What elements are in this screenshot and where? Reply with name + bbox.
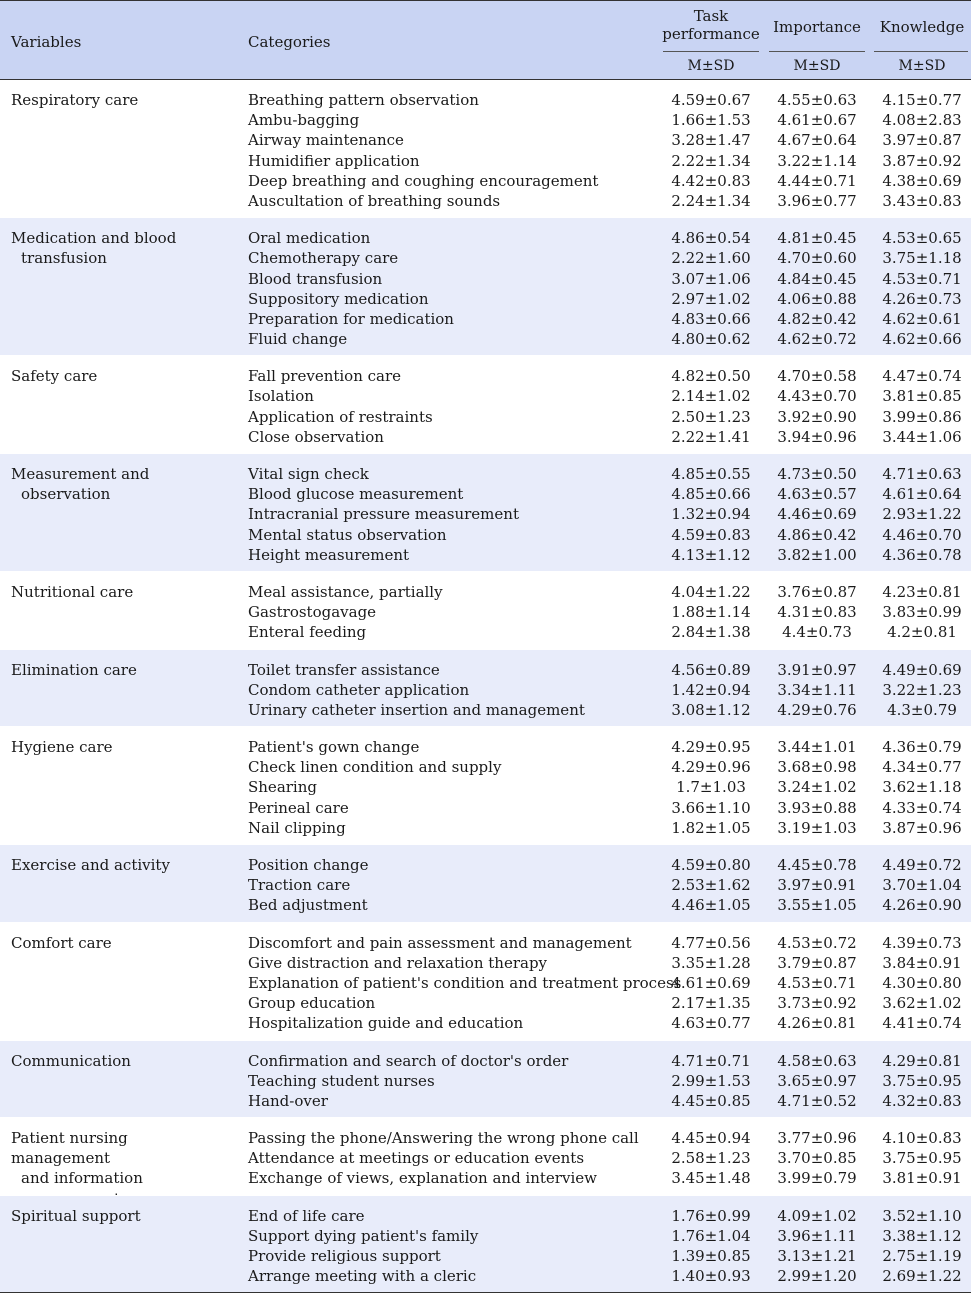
knowledge-cell: 4.23±0.81 [882,582,962,601]
knowledge-cell: 3.62±1.18 [882,778,962,797]
importance-cell: 4.26±0.81 [777,1014,857,1033]
table-row [0,151,971,171]
task-performance-cell: 4.45±0.85 [671,1091,751,1110]
task-performance-cell: 4.85±0.55 [671,465,751,483]
task-performance-cell: 4.04±1.22 [671,582,751,601]
category-cell: Meal assistance, partially [248,582,443,601]
header-msd: M±SD [687,58,735,74]
task-performance-cell: 1.39±0.85 [671,1247,751,1265]
table-row [0,464,971,484]
variable-name-line: Comfort care [11,933,112,952]
task-performance-cell: 4.59±0.80 [671,856,751,874]
importance-cell: 4.53±0.71 [777,973,857,992]
variable-name-line: observation [21,485,111,504]
variable-name-line: Medication and blood [11,229,177,248]
variable-group [0,453,971,571]
table-row [0,1128,971,1148]
category-cell: Nail clipping [248,818,346,837]
importance-cell: 3.77±0.96 [777,1129,857,1148]
category-cell: Deep breathing and coughing encouragement [248,171,599,190]
importance-cell: 4.29±0.76 [777,700,857,719]
task-performance-cell: 4.77±0.56 [671,933,751,952]
knowledge-cell: 4.36±0.79 [882,738,962,757]
category-cell: Blood glucose measurement [248,485,464,504]
importance-cell: 3.96±1.11 [777,1226,857,1245]
table-row [0,386,971,406]
table-row [0,933,971,953]
task-performance-cell: 2.58±1.23 [671,1149,751,1168]
importance-cell: 3.24±1.02 [777,778,857,797]
task-performance-cell: 4.61±0.69 [671,973,751,992]
header-underline [663,51,759,52]
table-row [0,1013,971,1033]
category-cell: Confirmation and search of doctor's order [248,1051,569,1070]
category-cell: Hospitalization guide and education [248,1014,524,1033]
task-performance-cell: 3.45±1.48 [671,1169,751,1188]
importance-cell: 4.43±0.70 [777,387,857,406]
importance-cell: 3.73±0.92 [777,994,857,1013]
knowledge-cell: 4.49±0.72 [882,856,962,874]
task-performance-cell: 1.76±1.04 [671,1226,751,1245]
knowledge-cell: 3.97±0.87 [882,131,962,150]
importance-cell: 4.62±0.72 [777,330,857,349]
knowledge-cell: 4.29±0.81 [882,1051,962,1070]
category-cell: Attendance at meetings or education events [248,1149,585,1168]
variable-group [0,355,971,453]
category-cell: Condom catheter application [248,680,470,699]
knowledge-cell: 4.71±0.63 [882,465,962,483]
importance-cell: 3.13±1.21 [777,1247,857,1265]
knowledge-cell: 4.41±0.74 [882,1014,962,1033]
table-row [0,484,971,504]
task-performance-cell: 3.66±1.10 [671,798,751,817]
knowledge-cell: 4.33±0.74 [882,798,962,817]
importance-cell: 3.68±0.98 [777,758,857,777]
task-performance-cell: 4.86±0.54 [671,229,751,248]
task-performance-cell: 4.63±0.77 [671,1014,751,1033]
category-cell: Exchange of views, explanation and interview [248,1169,597,1188]
knowledge-cell: 4.47±0.74 [882,367,962,386]
task-performance-cell: 3.07±1.06 [671,269,751,288]
importance-cell: 3.22±1.14 [777,151,857,170]
category-cell: End of life care [248,1206,365,1225]
knowledge-cell: 3.87±0.96 [882,818,962,837]
knowledge-cell: 3.43±0.83 [882,191,962,210]
importance-cell: 4.84±0.45 [777,269,857,288]
table-row [0,1148,971,1168]
task-performance-cell: 3.28±1.47 [671,131,751,150]
task-performance-cell: 2.53±1.62 [671,876,751,895]
task-performance-cell: 2.99±1.53 [671,1071,751,1090]
importance-cell: 4.55±0.63 [777,91,857,109]
importance-cell: 3.79±0.87 [777,953,857,972]
table-row [0,289,971,309]
table-row [0,1266,971,1286]
header-categories: Categories [248,33,331,51]
table-row [0,680,971,700]
category-cell: Intracranial pressure measurement [248,505,519,524]
table-row [0,90,971,110]
table-row [0,407,971,427]
variable-name-line: Respiratory care [11,91,139,109]
knowledge-cell: 2.69±1.22 [882,1267,962,1286]
knowledge-cell: 3.83±0.99 [882,603,962,622]
knowledge-cell: 3.75±0.95 [882,1149,962,1168]
variable-name-line: Hygiene care [11,738,113,757]
category-cell: Arrange meeting with a cleric [248,1267,477,1286]
importance-cell: 3.91±0.97 [777,660,857,679]
task-performance-cell: 1.82±1.05 [671,818,751,837]
knowledge-cell: 4.53±0.65 [882,229,962,248]
variable-group [0,726,971,844]
knowledge-cell: 4.36±0.78 [882,545,962,564]
category-cell: Teaching student nurses [248,1071,435,1090]
category-cell: Hand-over [248,1091,328,1110]
knowledge-cell: 3.75±1.18 [882,249,962,268]
importance-cell: 4.44±0.71 [777,171,857,190]
table-row [0,777,971,797]
task-performance-cell: 2.50±1.23 [671,407,751,426]
importance-cell: 3.19±1.03 [777,818,857,837]
category-cell: Vital sign check [248,465,369,483]
task-performance-cell: 4.59±0.83 [671,525,751,544]
table-row [0,953,971,973]
variable-name-line: and information [21,1169,143,1188]
knowledge-cell: 4.62±0.61 [882,309,962,328]
importance-cell: 4.58±0.63 [777,1051,857,1070]
table-row [0,329,971,349]
table-row [0,700,971,720]
category-cell: Chemotherapy care [248,249,399,268]
table-row [0,191,971,211]
category-cell: Close observation [248,427,384,446]
task-performance-cell: 1.76±0.99 [671,1206,751,1225]
task-performance-cell: 1.42±0.94 [671,680,751,699]
table-row [0,1226,971,1246]
category-cell: Auscultation of breathing sounds [248,191,501,210]
knowledge-cell: 3.52±1.10 [882,1206,962,1225]
importance-cell: 4.71±0.52 [777,1091,857,1110]
header-variables: Variables [11,33,82,51]
knowledge-cell: 3.22±1.23 [882,680,962,699]
importance-cell: 4.31±0.83 [777,603,857,622]
table-row [0,757,971,777]
task-performance-cell: 2.22±1.34 [671,151,751,170]
table-row [0,602,971,622]
importance-cell: 3.96±0.77 [777,191,857,210]
knowledge-cell: 3.38±1.12 [882,1226,962,1245]
category-cell: Oral medication [248,229,371,248]
knowledge-cell: 3.87±0.92 [882,151,962,170]
task-performance-cell: 4.29±0.96 [671,758,751,777]
table-row [0,504,971,524]
knowledge-cell: 4.32±0.83 [882,1091,962,1110]
importance-cell: 2.99±1.20 [777,1267,857,1286]
variable-name-line: Spiritual support [11,1206,141,1225]
knowledge-cell: 4.53±0.71 [882,269,962,288]
header-underline [874,51,968,52]
category-cell: Application of restraints [248,407,433,426]
category-cell: Check linen condition and supply [248,758,502,777]
category-cell: Patient's gown change [248,738,420,757]
task-performance-cell: 4.80±0.62 [671,330,751,349]
knowledge-cell: 4.10±0.83 [882,1129,962,1148]
task-performance-cell: 2.14±1.02 [671,387,751,406]
table-header [0,0,971,80]
knowledge-cell: 3.81±0.91 [882,1169,962,1188]
header-task-performance: Task performance [662,7,760,43]
table-row [0,660,971,680]
knowledge-cell: 4.39±0.73 [882,933,962,952]
category-cell: Toilet transfer assistance [248,660,440,679]
knowledge-cell: 4.61±0.64 [882,485,962,504]
table-row [0,545,971,565]
table-row [0,855,971,875]
table-row [0,130,971,150]
variable-group [0,922,971,1040]
variable-group [0,80,971,217]
task-performance-cell: 4.13±1.12 [671,545,751,564]
variable-group [0,1040,971,1118]
variable-group [0,217,971,355]
variable-group [0,1117,971,1195]
category-cell: Humidifier application [248,151,420,170]
knowledge-cell: 4.30±0.80 [882,973,962,992]
task-performance-cell: 4.45±0.94 [671,1129,751,1148]
importance-cell: 3.97±0.91 [777,876,857,895]
knowledge-cell: 4.62±0.66 [882,330,962,349]
importance-cell: 4.61±0.67 [777,111,857,130]
header-msd: M±SD [793,58,841,74]
table-row [0,993,971,1013]
header-importance: Importance [773,18,861,36]
table-row [0,1091,971,1111]
variable-name-line: transfusion [21,249,107,268]
variable-name-line: Nutritional care [11,582,134,601]
table-row [0,1206,971,1226]
category-cell: Fall prevention care [248,367,402,386]
table-row [0,110,971,130]
knowledge-cell: 3.99±0.86 [882,407,962,426]
knowledge-cell: 3.81±0.85 [882,387,962,406]
knowledge-cell: 4.08±2.83 [882,111,962,130]
importance-cell: 3.76±0.87 [777,582,857,601]
category-cell: Airway maintenance [248,131,404,150]
task-performance-cell: 4.83±0.66 [671,309,751,328]
category-cell: Preparation for medication [248,309,454,328]
importance-cell: 4.45±0.78 [777,856,857,874]
importance-cell: 3.44±1.01 [777,738,857,757]
importance-cell: 4.63±0.57 [777,485,857,504]
table-body [0,80,971,1292]
task-performance-cell: 1.66±1.53 [671,111,751,130]
knowledge-cell: 4.15±0.77 [882,91,962,109]
variable-group [0,571,971,649]
knowledge-cell: 3.62±1.02 [882,994,962,1013]
category-cell: Suppository medication [248,289,429,308]
table-row [0,171,971,191]
importance-cell: 4.86±0.42 [777,525,857,544]
importance-cell: 3.82±1.00 [777,545,857,564]
task-performance-cell: 4.46±1.05 [671,896,751,915]
table-row [0,818,971,838]
category-cell: Discomfort and pain assessment and management [248,933,632,952]
variable-name-line: Exercise and activity [11,856,170,874]
category-cell: Explanation of patient's condition and treatment process [248,973,682,992]
knowledge-cell: 3.44±1.06 [882,427,962,446]
importance-cell: 4.81±0.45 [777,229,857,248]
table-row [0,1246,971,1266]
importance-cell: 4.67±0.64 [777,131,857,150]
task-performance-cell: 2.97±1.02 [671,289,751,308]
knowledge-cell: 3.75±0.95 [882,1071,962,1090]
importance-cell: 4.53±0.72 [777,933,857,952]
task-performance-cell: 1.32±0.94 [671,505,751,524]
importance-cell: 3.34±1.11 [777,680,857,699]
task-performance-cell: 1.40±0.93 [671,1267,751,1286]
task-performance-cell: 4.59±0.67 [671,91,751,109]
task-performance-cell: 4.85±0.66 [671,485,751,504]
category-cell: Bed adjustment [248,896,368,915]
category-cell: Passing the phone/Answering the wrong phone call [248,1129,639,1148]
table-row [0,737,971,757]
importance-cell: 3.65±0.97 [777,1071,857,1090]
task-performance-cell: 1.88±1.14 [671,603,751,622]
variable-name-line: Measurement and [11,465,150,483]
category-cell: Group education [248,994,376,1013]
knowledge-cell: 4.49±0.69 [882,660,962,679]
table-row [0,1071,971,1091]
importance-cell: 4.70±0.58 [777,367,857,386]
variable-name-line: Safety care [11,367,98,386]
task-performance-cell: 3.35±1.28 [671,953,751,972]
category-cell: Position change [248,856,369,874]
category-cell: Give distraction and relaxation therapy [248,953,548,972]
table-row [0,875,971,895]
task-performance-cell: 2.84±1.38 [671,623,751,642]
variable-group [0,1195,971,1293]
knowledge-cell: 3.84±0.91 [882,953,962,972]
importance-cell: 4.46±0.69 [777,505,857,524]
category-cell: Breathing pattern observation [248,91,479,109]
importance-cell: 4.09±1.02 [777,1206,857,1225]
importance-cell: 4.82±0.42 [777,309,857,328]
importance-cell: 4.06±0.88 [777,289,857,308]
knowledge-cell: 4.46±0.70 [882,525,962,544]
task-performance-cell: 4.56±0.89 [671,660,751,679]
variable-group [0,844,971,922]
table-row [0,798,971,818]
category-cell: Enteral feeding [248,623,367,642]
category-cell: Provide religious support [248,1247,441,1265]
task-performance-cell: 4.42±0.83 [671,171,751,190]
importance-cell: 3.92±0.90 [777,407,857,426]
table-row [0,525,971,545]
knowledge-cell: 2.75±1.19 [882,1247,962,1265]
category-cell: Blood transfusion [248,269,383,288]
knowledge-cell: 4.3±0.79 [887,700,957,719]
knowledge-cell: 4.26±0.90 [882,896,962,915]
category-cell: Height measurement [248,545,410,564]
category-cell: Mental status observation [248,525,447,544]
header-msd: M±SD [898,58,946,74]
task-performance-cell: 2.22±1.41 [671,427,751,446]
importance-cell: 4.70±0.60 [777,249,857,268]
knowledge-cell: 2.93±1.22 [882,505,962,524]
category-cell: Gastrostogavage [248,603,377,622]
importance-cell: 4.4±0.73 [782,623,852,642]
task-performance-cell: 1.7±1.03 [676,778,746,797]
importance-cell: 3.70±0.85 [777,1149,857,1168]
table-row [0,427,971,447]
table-row [0,248,971,268]
table-row [0,309,971,329]
header-knowledge: Knowledge [879,18,965,36]
task-performance-cell: 2.17±1.35 [671,994,751,1013]
table-row [0,228,971,248]
task-performance-cell: 4.71±0.71 [671,1051,751,1070]
category-cell: Urinary catheter insertion and management [248,700,585,719]
importance-cell: 3.93±0.88 [777,798,857,817]
category-cell: Shearing [248,778,317,797]
importance-cell: 3.94±0.96 [777,427,857,446]
table-row [0,269,971,289]
table-row [0,622,971,642]
task-performance-cell: 2.24±1.34 [671,191,751,210]
task-performance-cell: 4.82±0.50 [671,367,751,386]
importance-cell: 3.99±0.79 [777,1169,857,1188]
knowledge-cell: 3.70±1.04 [882,876,962,895]
task-performance-cell: 4.29±0.95 [671,738,751,757]
variable-name-line: Elimination care [11,660,137,679]
knowledge-cell: 4.34±0.77 [882,758,962,777]
table-row [0,1168,971,1188]
table-row [0,1051,971,1071]
knowledge-cell: 4.26±0.73 [882,289,962,308]
table-row [0,582,971,602]
table-row [0,366,971,386]
table-row [0,895,971,915]
variable-name-line: Communication [11,1051,131,1070]
category-cell: Isolation [248,387,314,406]
knowledge-cell: 4.38±0.69 [882,171,962,190]
importance-cell: 4.73±0.50 [777,465,857,483]
table-row [0,973,971,993]
category-cell: Perineal care [248,798,349,817]
task-performance-cell: 2.22±1.60 [671,249,751,268]
header-underline [769,51,865,52]
variable-name-line: Patient nursing management [11,1129,128,1168]
task-performance-cell: 3.08±1.12 [671,700,751,719]
category-cell: Ambu-bagging [248,111,360,130]
category-cell: Fluid change [248,330,348,349]
category-cell: Traction care [248,876,351,895]
variable-group [0,649,971,727]
category-cell: Support dying patient's family [248,1226,479,1245]
importance-cell: 3.55±1.05 [777,896,857,915]
knowledge-cell: 4.2±0.81 [887,623,957,642]
